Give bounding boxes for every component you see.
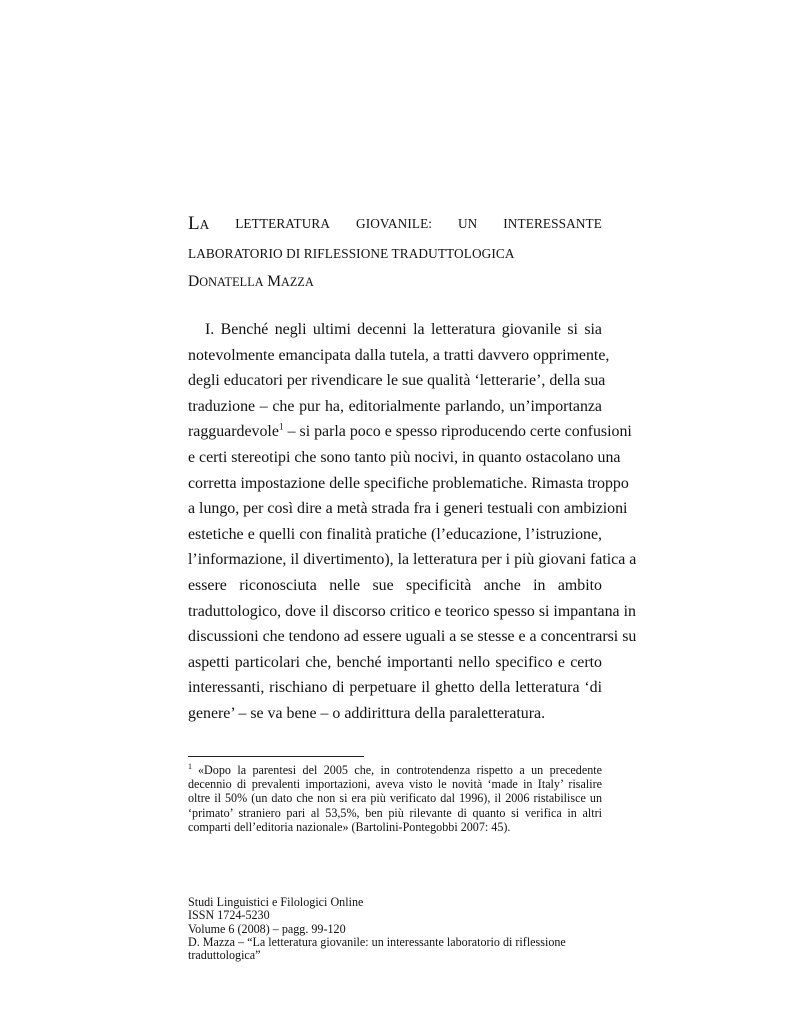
footnote-line: $^1$ «Dopo la parentesi del 2005 che, in controtendenza rispetto a un precedente <box>188 761 602 777</box>
journal-issn: ISSN 1724-5230 <box>188 908 270 923</box>
title-word: LETTERATURA <box>235 216 331 231</box>
citation-line: D. Mazza – “La letteratura giovanile: un interessante laboratorio di riflessione <box>188 934 566 949</box>
article-title-line-1 <box>188 215 602 234</box>
body-line: a lungo, per così dire a metà strada fra i generi testuali con ambizioni <box>188 500 628 518</box>
body-line: l’informazione, il divertimento), la letteratura per i più giovani fatica a <box>188 551 637 569</box>
body-line: e certi stereotipi che sono tanto più nocivi, in quanto ostacolano una <box>188 448 621 466</box>
body-line: aspetti particolari che, benché importanti nello specifico e certo <box>188 653 602 671</box>
citation-line: traduttologica” <box>188 948 261 963</box>
footnote-number: 1 <box>188 761 192 771</box>
body-line: traduttologico, dove il discorso critico e teorico spesso si impantana in <box>188 602 636 620</box>
journal-name: Studi Linguistici e Filologici Online <box>188 895 364 909</box>
body-line: estetiche e quelli con finalità pratiche (l’educazione, l’istruzione, <box>188 525 602 543</box>
footnote-line: decennio di prevalenti importazioni, aveva visto le novità ‘made in Italy’ risalire <box>188 777 602 792</box>
body-line: notevolmente emancipata dalla tutela, a tratti davvero opprimente, <box>188 346 610 364</box>
author-name: DONATELLA MAZZA <box>188 273 314 290</box>
title-word: INTERESSANTE <box>503 216 602 231</box>
title-word: UN <box>457 216 478 231</box>
journal-volume: Volume 6 (2008) – pagg. 99-120 <box>188 921 346 936</box>
footnote <box>188 763 602 834</box>
journal-footer <box>188 896 602 962</box>
body-line: degli educatori per rivendicare le sue qualità ‘letterarie’, della sua <box>188 372 606 390</box>
body-line: corretta impostazione delle specifiche problematiche. Rimasta troppo <box>188 474 629 492</box>
body-line: discussioni che tendono ad essere uguali a se stesse e a concentrarsi su <box>188 628 637 646</box>
title-word: GIOVANILE: <box>356 216 433 231</box>
body-line: interessanti, rischiano di perpetuare il ghetto della letteratura ‘di <box>188 679 602 697</box>
body-paragraph <box>188 317 637 727</box>
footnote-line: oltre il 50% (un dato che non si era più verificato dal 1996), il 2006 ristabilisce un <box>188 791 602 806</box>
article-title-line-2: LABORATORIO DI RIFLESSIONE TRADUTTOLOGICA <box>188 246 515 261</box>
footnote-line: ‘primato’ straniero pari al 53,5%, ben più rilevante di quanto si verifica in altri <box>188 805 602 820</box>
footnote-reference[interactable]: 1 <box>278 423 284 434</box>
body-line: genere’ – se va bene – o addirittura della paraletteratura. <box>188 704 546 722</box>
footnote-line: comparti dell’editoria nazionale» (Bartolini-Pontegobbi 2007: 45). <box>188 819 511 834</box>
body-line: traduzione – che pur ha, editorialmente parlando, un’importanza <box>188 397 602 415</box>
body-line: ragguardevole$^1$ – si parla poco e spesso riproducendo certe confusioni <box>188 423 632 441</box>
body-line: essere riconosciuta nelle sue specificità anche in ambito <box>188 576 602 594</box>
footnote-divider <box>188 756 364 757</box>
body-line: I. Benché negli ultimi decenni la letteratura giovanile si sia <box>205 321 602 338</box>
title-word-la: LA <box>188 213 210 234</box>
